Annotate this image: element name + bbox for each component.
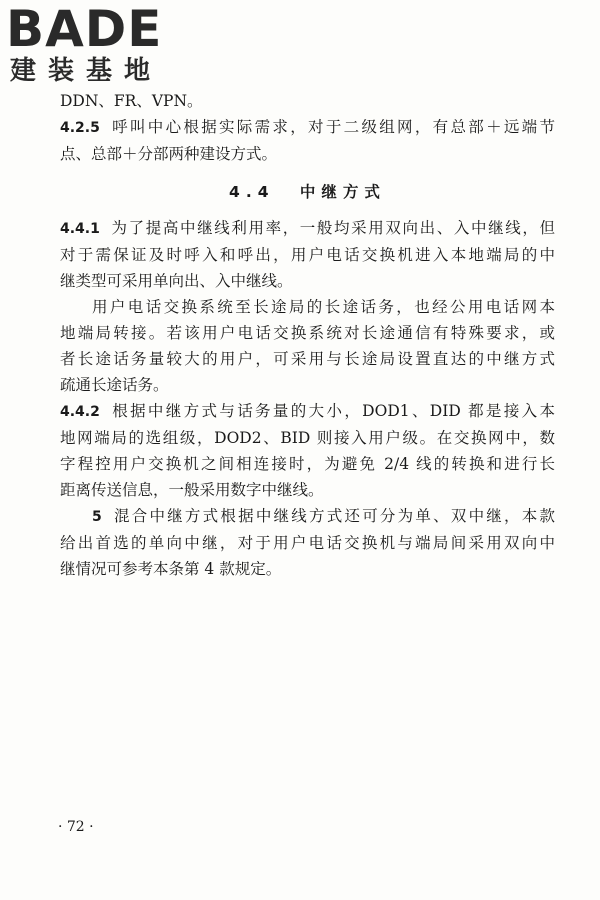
clause-4-4-2-line-4: 距离传送信息，一般采用数字中继线。 [60,481,324,499]
paragraph-line: 者长途话务量较大的用户，可采用与长途局设置直达的中继方式 [60,350,555,368]
logo-latin-text: BADE [6,0,163,58]
section-title-text: 中继方式 [299,183,386,201]
clause-4-4-2-line-2: 地网端局的选组级，DOD2、BID 则接入用户级。在交换网中，数 [60,429,555,447]
paragraph-line: 地端局转接。若该用户电话交换系统对长途通信有特殊要求，或 [60,324,555,342]
clause-text: 呼叫中心根据实际需求，对于二级组网，有总部＋远端节 [109,118,555,136]
clause-number: 4.4.1 [60,221,100,237]
section-heading [60,181,555,203]
clause-text: 为了提高中继线利用率，一般均采用双向出、入中继线，但 [109,219,555,237]
clause-number: 4.2.5 [60,120,100,136]
clause-4-2-5-line-2: 点、总部＋分部两种建设方式。 [60,145,278,163]
clause-number: 4.4.2 [60,404,100,420]
item-5-line-1 [60,503,555,530]
page-number: · 72 · [58,819,94,835]
clause-4-4-2-line-1 [60,398,555,425]
clause-4-4-1-line-1 [60,215,555,242]
clause-4-2-5-line-1 [60,114,555,141]
logo-chinese-text: 建装基地 [10,56,163,86]
clause-4-4-1-line-3: 继类型可采用单向出、入中继线。 [60,272,293,290]
item-5-line-3: 继情况可参考本条第 4 款规定。 [60,560,282,578]
clause-text: 根据中继方式与话务量的大小，DOD1、DID 都是接入本 [109,402,555,420]
continued-fragment: DDN、FR、VPN。 [60,92,203,110]
section-number: 4.4 [229,183,275,201]
paragraph-line: 用户电话交换系统至长途局的长途话务，也经公用电话网本 [92,298,555,316]
item-5-line-2: 给出首选的单向中继，对于用户电话交换机与端局间采用双向中 [60,534,555,552]
page-body [60,88,555,582]
clause-4-4-2-line-3: 字程控用户交换机之间相连接时，为避免 2/4 线的转换和进行长 [60,455,555,473]
bade-logo [6,0,186,88]
item-text: 混合中继方式根据中继线方式还可分为单、双中继，本款 [111,507,555,525]
item-number: 5 [92,509,102,525]
clause-4-4-1-line-2: 对于需保证及时呼入和呼出，用户电话交换机进入本地端局的中 [60,246,555,264]
paragraph-line: 疏通长途话务。 [60,376,169,394]
